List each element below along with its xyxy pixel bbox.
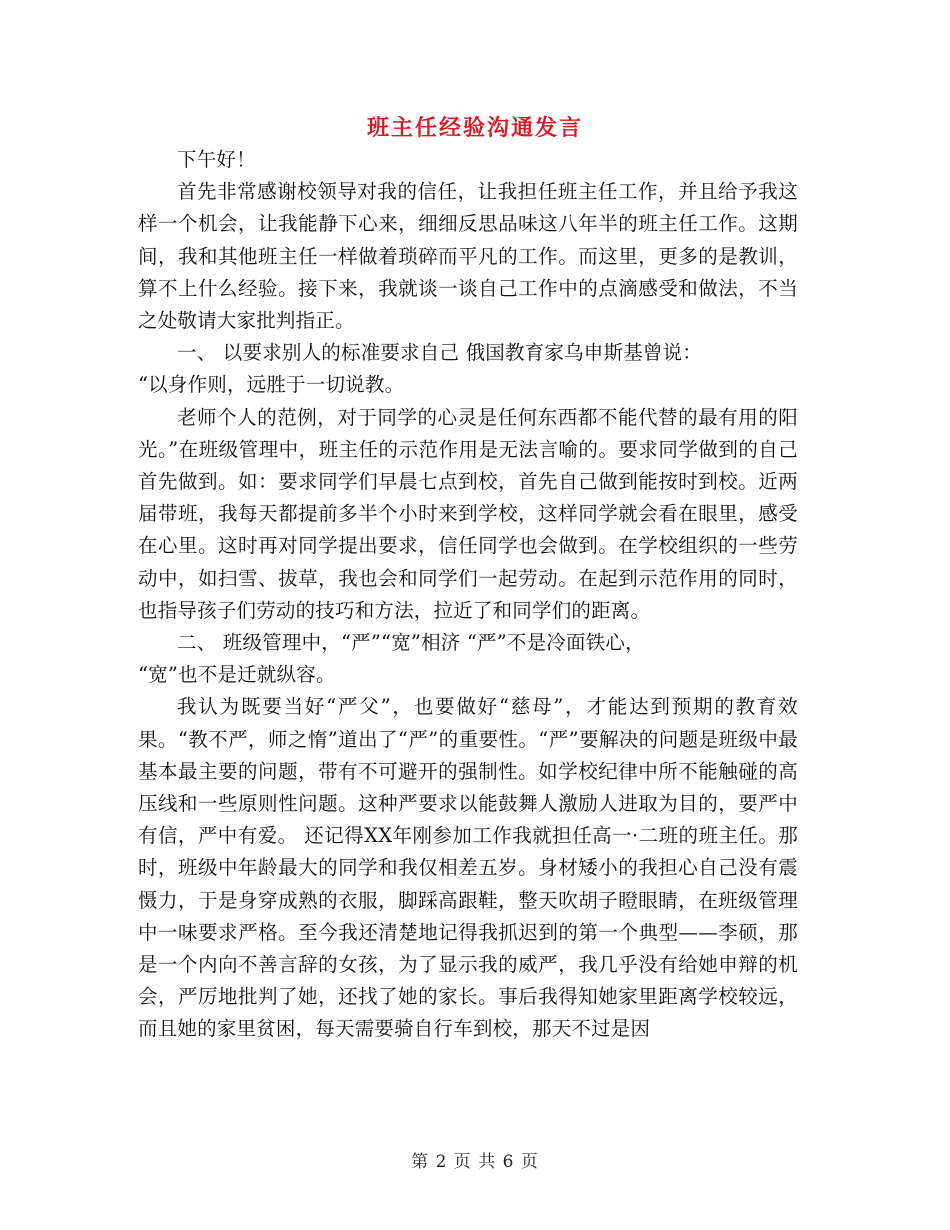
section-heading-2-continued: “宽”也不是迁就纵容。 <box>138 663 336 687</box>
document-body <box>138 144 798 1046</box>
section-heading-2: 二、 班级管理中，“严”“宽”相济 “严”不是冷面铁心， <box>177 631 645 655</box>
body-paragraph: 我认为既要当好“严父”，也要做好“慈母”，才能达到预期的教育效果。“教不严，师之惰”道出了“严”的重要性。“严”要解决的问题是班级中最基本最主要的问题，带有不可避开的强制性。如学校纪律中所不能触碰的高压线和一些原则性问题。这种严要求以能鼓舞人激励人进取为目的，要严中有信，严中有爱。 还记得XX年刚参加工作我就担任高一·二班的班主任。那时，班级中年龄最大的同学和我仅相差五岁。身材矮小的我担心自己没有震慑力，于是身穿成熟的衣服，脚踩高跟鞋，整天吹胡子瞪眼睛，在班级管理中一味要求严格。至今我还清楚地记得我抓迟到的第一个典型——李硕，那是一个内向不善言辞的女孩，为了显示我的威严，我几乎没有给她申辩的机会，严厉地批判了她，还找了她的家长。事后我得知她家里距离学校较远，而且她的家里贫困，每天需要骑自行车到校，那天不过是因 <box>138 695 798 1041</box>
section-heading-1: 一、 以要求别人的标准要求自己 俄国教育家乌申斯基曾说： <box>177 341 702 365</box>
greeting-paragraph: 下午好！ <box>177 148 256 171</box>
body-paragraph: 首先非常感谢校领导对我的信任，让我担任班主任工作，并且给予我这样一个机会，让我能静下心来，细细反思品味这八年半的班主任工作。这期间，我和其他班主任一样做着琐碎而平凡的工作。而这里，更多的是教训，算不上什么经验。接下来，我就谈一谈自己工作中的点滴感受和做法，不当之处敬请大家批判指正。 <box>138 180 798 333</box>
page-number-footer: 第 2 页 共 6 页 <box>411 1152 539 1172</box>
quote-line: “以身作则，远胜于一切说教。 <box>138 373 405 397</box>
body-paragraph: 老师个人的范例，对于同学的心灵是任何东西都不能代替的最有用的阳光。”在班级管理中，班主任的示范作用是无法言喻的。要求同学做到的自己首先做到。如：要求同学们早晨七点到校，首先自己做到能按时到校。近两届带班，我每天都提前多半个小时来到学校，这样同学就会看在眼里，感受在心里。这时再对同学提出要求，信任同学也会做到。在学校组织的一些劳动中，如扫雪、拔草，我也会和同学们一起劳动。在起到示范作用的同时，也指导孩子们劳动的技巧和方法，拉近了和同学们的距离。 <box>138 405 798 622</box>
document-title: 班主任经验沟通发言 <box>366 115 583 141</box>
